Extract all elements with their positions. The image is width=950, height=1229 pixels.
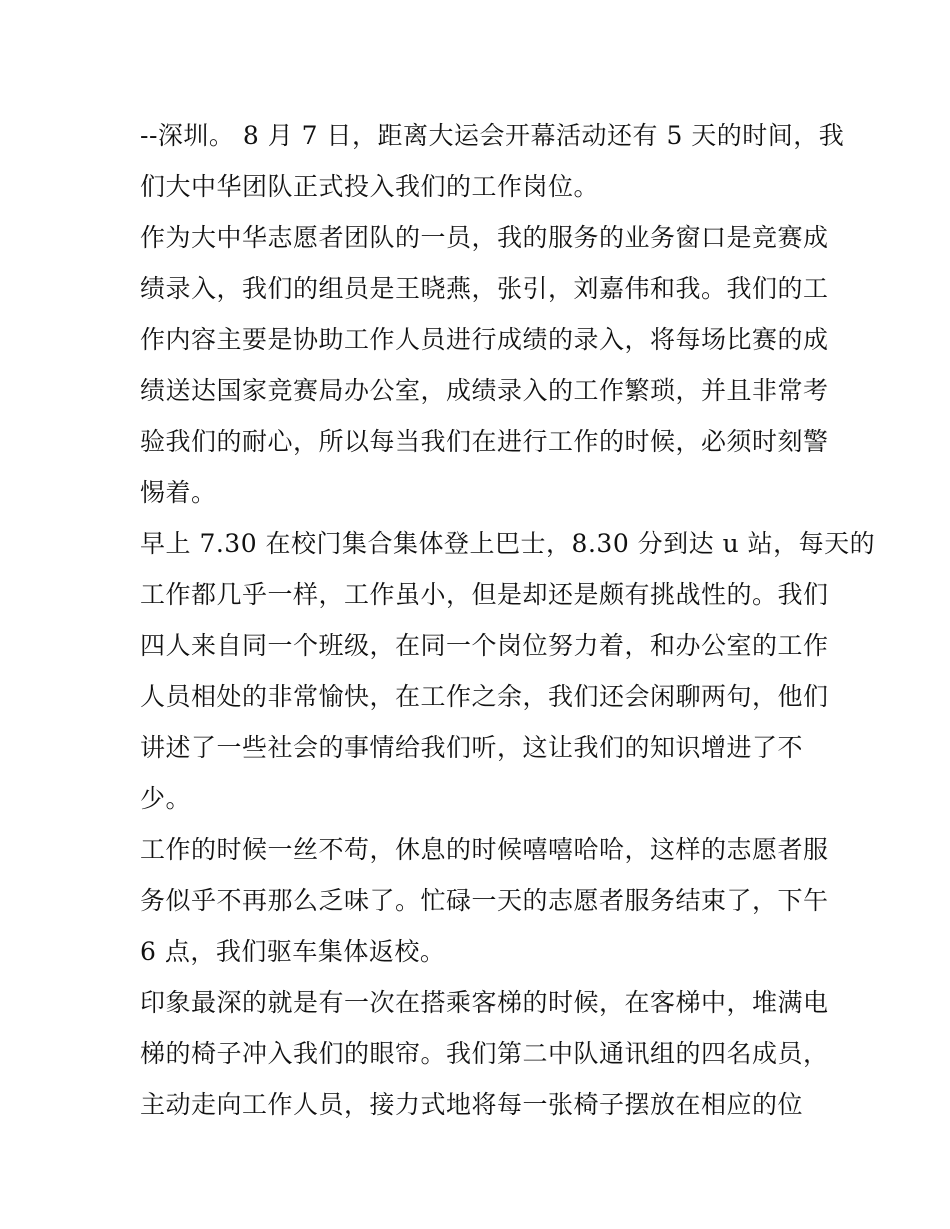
text-line: 工作都几乎一样，工作虽小，但是却还是颇有挑战性的。我们 <box>140 580 829 609</box>
document-body-text <box>140 110 876 1130</box>
text-line: 少。 <box>140 784 192 813</box>
text-line: 主动走向工作人员，接力式地将每一张椅子摆放在相应的位 <box>140 1090 804 1119</box>
text-line: 梯的椅子冲入我们的眼帘。我们第二中队通讯组的四名成员， <box>140 1039 829 1068</box>
text-line: 验我们的耐心，所以每当我们在进行工作的时候，必须时刻警 <box>140 427 829 456</box>
text-line: 作内容主要是协助工作人员进行成绩的录入，将每场比赛的成 <box>140 325 829 354</box>
text-line: 6 点，我们驱车集体返校。 <box>140 937 446 966</box>
text-line: 工作的时候一丝不苟，休息的时候嘻嘻哈哈，这样的志愿者服 <box>140 835 829 864</box>
text-line: 务似乎不再那么乏味了。忙碌一天的志愿者服务结束了，下午 <box>140 886 829 915</box>
text-line: 人员相处的非常愉快，在工作之余，我们还会闲聊两句，他们 <box>140 682 829 711</box>
text-line: 讲述了一些社会的事情给我们听，这让我们的知识增进了不 <box>140 733 804 762</box>
text-line: 四人来自同一个班级，在同一个岗位努力着，和办公室的工作 <box>140 631 829 660</box>
text-line: 绩送达国家竞赛局办公室，成绩录入的工作繁琐，并且非常考 <box>140 376 829 405</box>
text-line: 惕着。 <box>140 478 217 507</box>
text-line: --深圳。 8 月 7 日，距离大运会开幕活动还有 5 天的时间，我 <box>140 121 845 150</box>
text-line: 早上 7.30 在校门集合集体登上巴士，8.30 分到达 u 站，每天的 <box>140 529 876 558</box>
text-line: 作为大中华志愿者团队的一员，我的服务的业务窗口是竞赛成 <box>140 223 829 252</box>
text-line: 印象最深的就是有一次在搭乘客梯的时候，在客梯中，堆满电 <box>140 988 829 1017</box>
text-line: 们大中华团队正式投入我们的工作岗位。 <box>140 172 600 201</box>
text-line: 绩录入，我们的组员是王晓燕，张引，刘嘉伟和我。我们的工 <box>140 274 829 303</box>
